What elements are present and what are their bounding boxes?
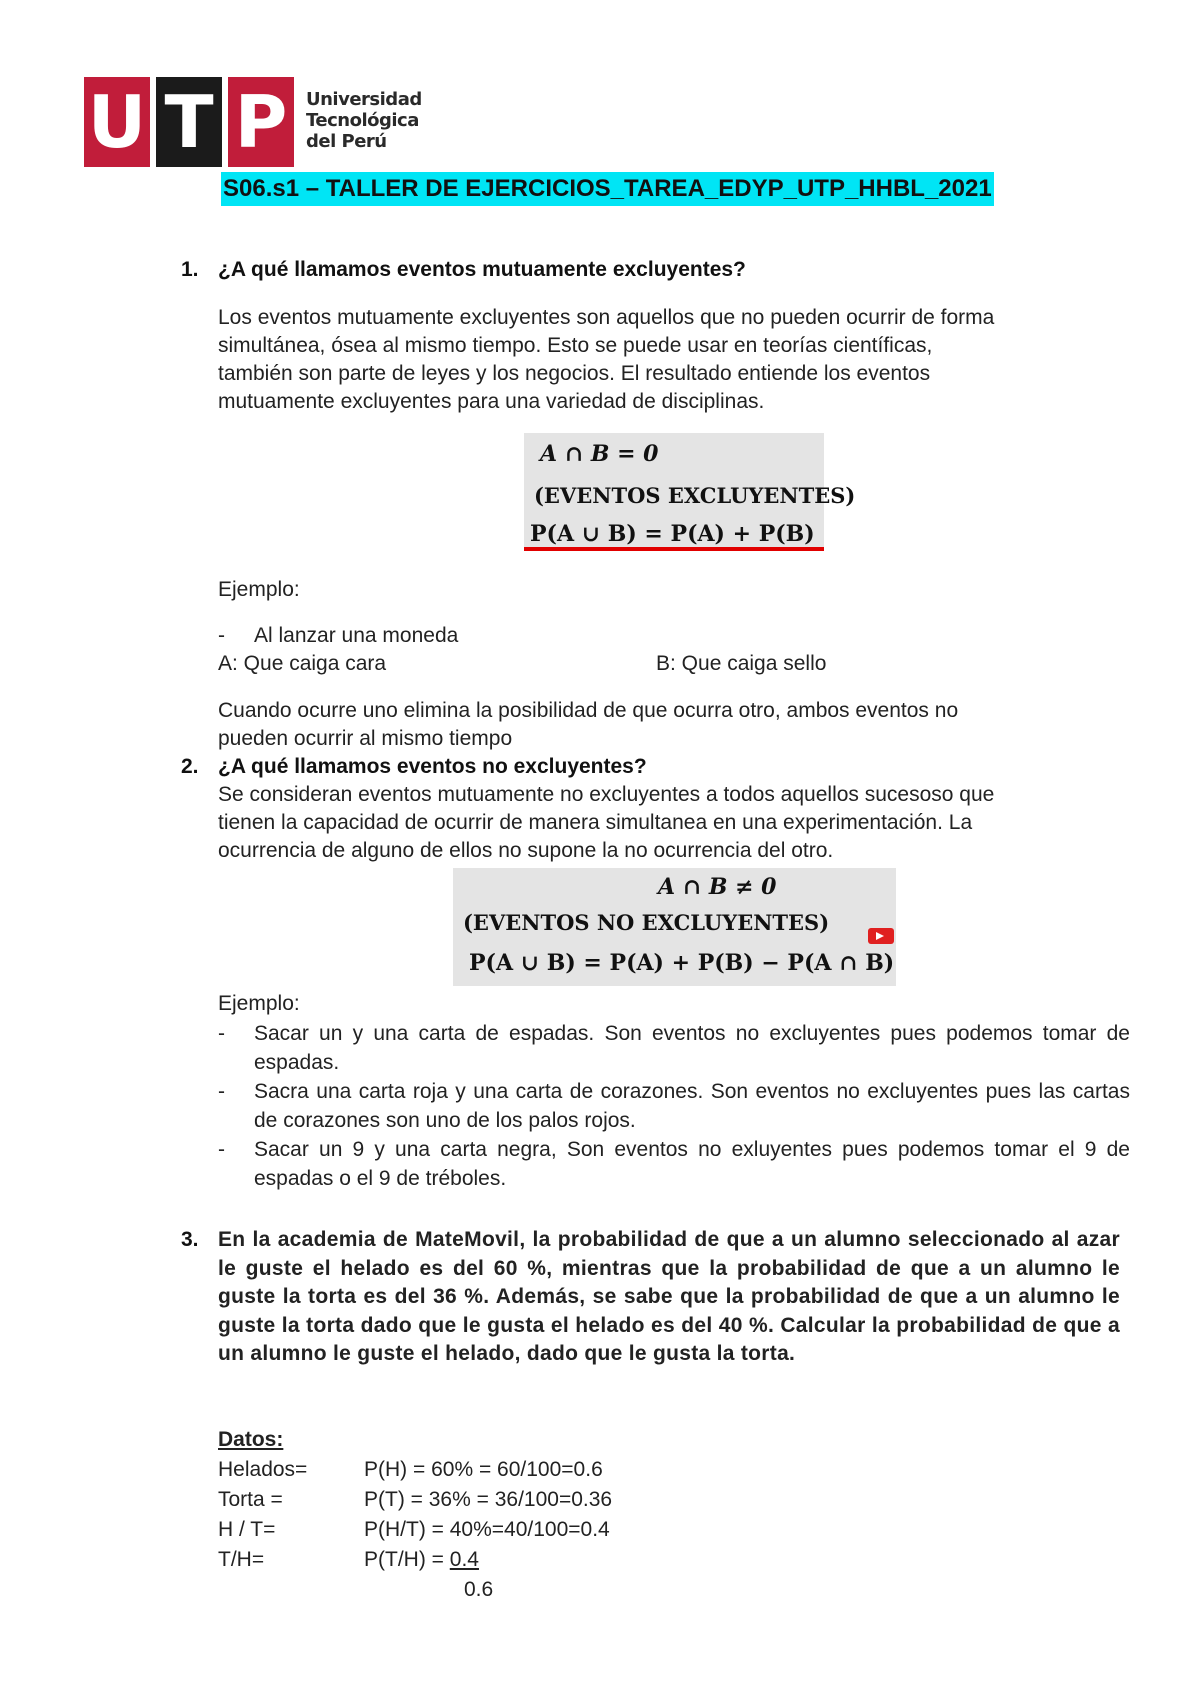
logo-letter-u: U <box>84 77 150 167</box>
bullet-dash: - <box>218 1080 225 1103</box>
bullet-item: Sacar un 9 y una carta negra, Son eventos no exluyentes pues podemos tomar el 9 de espadas o el 9 de tréboles. <box>254 1138 1130 1190</box>
q2-paragraph-line: Se consideran eventos mutuamente no excluyentes a todos aquellos sucesoso que <box>218 783 995 806</box>
example-label: Ejemplo: <box>218 992 300 1015</box>
formula-line: (EVENTOS EXCLUYENTES) <box>534 483 856 508</box>
datos-label: T/H= <box>218 1548 265 1571</box>
formula-line: (EVENTOS NO EXCLUYENTES) <box>463 910 830 935</box>
bullet-dash: - <box>218 1138 225 1161</box>
formula-excluyentes-image <box>524 433 856 551</box>
datos-label: Helados= <box>218 1458 308 1481</box>
event-b: B: Que caiga sello <box>656 652 827 675</box>
logo-letter-p: P <box>228 77 294 167</box>
question-2-number: 2. <box>181 755 199 778</box>
q2-paragraph-line: tienen la capacidad de ocurrir de manera simultanea en una experimentación. La <box>218 811 973 834</box>
bullet-item: Sacra una carta roja y una carta de corazones. Son eventos no excluyentes pues las cartas de corazones son uno de los palos rojos. <box>254 1080 1130 1132</box>
example-label: Ejemplo: <box>218 578 300 601</box>
formula-line: P(A ∪ B) = P(A) + P(B) − P(A ∩ B) <box>469 950 895 976</box>
datos-value: P(T) = 36% = 36/100=0.36 <box>364 1488 613 1511</box>
formula-line: P(A ∪ B) = P(A) + P(B) <box>530 521 815 547</box>
fraction-numerator: 0.4 <box>449 1548 479 1571</box>
q1-paragraph-line: simultánea, ósea al mismo tiempo. Esto se puede usar en teorías científicas, <box>218 334 933 357</box>
datos-value: P(T/H) = 0.4 <box>364 1548 479 1571</box>
formula-line: A ∩ B = 0 <box>540 441 659 467</box>
question-3-number: 3. <box>181 1228 199 1251</box>
q1-conclusion-line: pueden ocurrir al mismo tiempo <box>218 727 513 750</box>
datos-label: Torta = <box>218 1488 283 1511</box>
q2-paragraph-line: ocurrencia de alguno de ellos no supone la no ocurrencia del otro. <box>218 839 834 862</box>
video-play-icon <box>868 928 894 944</box>
datos-heading: Datos: <box>218 1428 284 1451</box>
q1-paragraph-line: también son parte de leyes y los negocios. El resultado entiende los eventos <box>218 362 931 385</box>
utp-logo <box>84 77 422 167</box>
event-a: A: Que caiga cara <box>218 652 387 675</box>
bullet-text: Al lanzar una moneda <box>254 624 459 647</box>
datos-label: H / T= <box>218 1518 276 1541</box>
datos-value: P(H) = 60% = 60/100=0.6 <box>364 1458 603 1481</box>
q1-paragraph-line: mutuamente excluyentes para una variedad de disciplinas. <box>218 390 765 413</box>
bullet-dash: - <box>218 624 225 647</box>
question-1-number: 1. <box>181 258 199 281</box>
question-2-heading: ¿A qué llamamos eventos no excluyentes? <box>218 755 647 778</box>
formula-line: A ∩ B ≠ 0 <box>658 874 777 900</box>
bullet-dash: - <box>218 1022 225 1045</box>
question-1-heading: ¿A qué llamamos eventos mutuamente excluyentes? <box>218 258 746 281</box>
fraction-denominator: 0.6 <box>464 1578 494 1601</box>
logo-letter-t: T <box>156 77 222 167</box>
page-title: S06.s1 – TALLER DE EJERCICIOS_TAREA_EDYP_UTP_HHBL_2021 <box>221 172 994 206</box>
datos-value: P(H/T) = 40%=40/100=0.4 <box>364 1518 610 1541</box>
q1-conclusion-line: Cuando ocurre uno elimina la posibilidad de que ocurra otro, ambos eventos no <box>218 699 959 722</box>
formula-no-excluyentes-image <box>453 868 896 986</box>
question-3-text: En la academia de MateMovil, la probabilidad de que a un alumno seleccionado al azar le guste el helado es del 60 %, mientras que la probabilidad de que a un alumno le guste la torta es del 36 %. Además, se sabe que la probabilidad de que a un alumno le guste la torta dado que le gusta el helado es del 40 %. Calcular la probabilidad de que a un alumno le guste el helado, dado que le gusta la torta. <box>218 1228 1120 1365</box>
bullet-item: Sacar un y una carta de espadas. Son eventos no excluyentes pues podemos tomar de espadas. <box>254 1022 1130 1074</box>
q1-paragraph-line: Los eventos mutuamente excluyentes son aquellos que no pueden ocurrir de forma <box>218 306 995 329</box>
red-underline <box>524 547 824 551</box>
logo-university-name: Universidad Tecnológica del Perú <box>306 89 422 152</box>
